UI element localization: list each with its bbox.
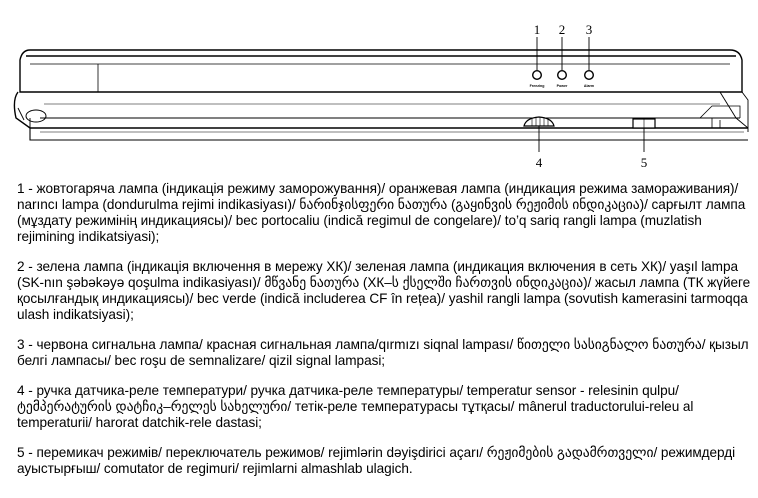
callout-1: 1 [533, 22, 541, 37]
legend-item-2: 2 - зелена лампа (індикація включення в мережу ХК)/ зеленая лампа (индикация включения в сеть ХК)/ yaşıl lampa (SK-nın şəbəkəyə qoşulma indikasiyası)/ მწვანე ნათურა (ХК–ს ქსელში ჩართვის ინდიკაცია)/ жасыл лампа (ТК жүйеге қосылғандық индикациясы)/ bec verde (indică includerea CF în rețea)/ yashil rangli lampa (sovutish kamerasini tarmoqqa ulash indikatsiyasi); [17, 259, 751, 322]
legend-item-4: 4 - ручка датчика-реле температури/ ручка датчика-реле температуры/ temperatur sensor - relesinin qulpu/ ტემპერატურის დატჩიკ–რელეს სახელური/ тетік-реле температурасы тұтқасы/ mânerul traductorului-releu al temperaturii/ harorat datchik-rele dastasi; [17, 383, 694, 430]
freezing-lamp-label: Freezing [529, 84, 545, 88]
callout-3: 3 [585, 22, 593, 37]
callout-4: 4 [535, 155, 543, 170]
mode-switch [633, 119, 655, 128]
alarm-lamp-label: Alarm [583, 84, 595, 88]
freezing-lamp [533, 71, 542, 80]
callout-2: 2 [558, 22, 566, 37]
power-lamp [558, 71, 567, 80]
legend-item-5: 5 - перемикач режимів/ переключатель режимов/ rejimlərin dəyişdirici açarı/ რეჟიმების გადამრთველი/ режимдерді ауыстырғыш/ comutator de regimuri/ rejimlarni almashlab ulagich. [17, 445, 736, 476]
legend-item-3: 3 - червона сигнальна лампа/ красная сигнальная лампа/qırmızı siqnal lampası/ წითელი სასიგნალო ნათურა/ қызыл белгі лампасы/ bec roşu de semnalizare/ qizil signal lampasi; [17, 337, 749, 368]
power-lamp-label: Power [556, 84, 568, 88]
alarm-lamp [585, 71, 594, 80]
control-panel-diagram [0, 0, 758, 178]
callout-5: 5 [640, 155, 648, 170]
legend-item-1: 1 - жовтогаряча лампа (індикація режиму заморожування)/ оранжевая лампа (индикация режима замораживания)/ narıncı lampa (dondurulma rejimi indikasiyası)/ ნარინჯისფერი ნათურა (გაყინვის რეჟიმის ინდიკაცია)/ сарғылт лампа (мұздату режимінің индикациясы)/ bec portocaliu (indică regimul de congelare)/ to’q sariq rangli lampa (muzlatish rejimining indikatsiyasi); [17, 181, 746, 244]
indicator-lamps [533, 71, 594, 80]
legend-text [17, 181, 752, 491]
callout-lines [537, 37, 644, 152]
